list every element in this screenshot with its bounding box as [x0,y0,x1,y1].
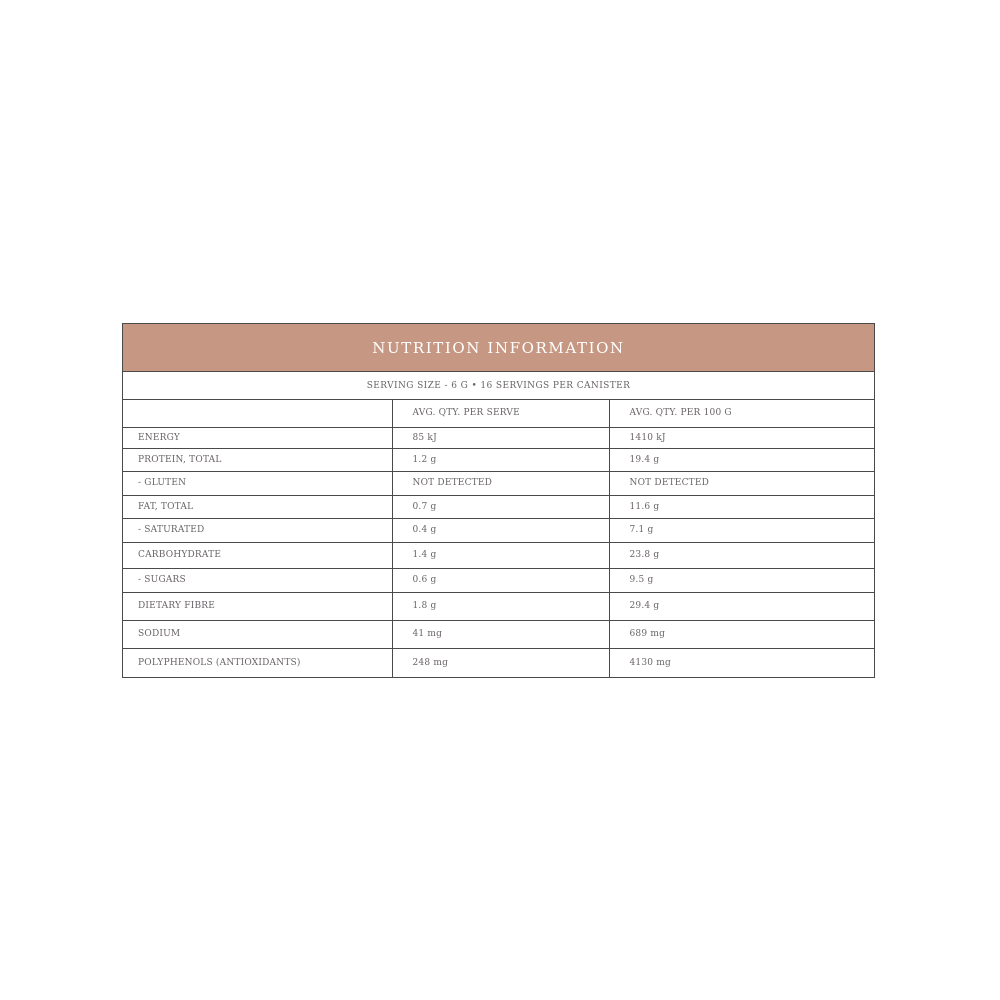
per-100g-value: 9.5 g [609,568,874,592]
nutrient-label: POLYPHENOLS (ANTIOXIDANTS) [138,657,301,668]
per-100g-value: 11.6 g [609,495,874,518]
header-cell-nutrient [123,400,392,427]
header-cell-per-serve: AVG. QTY. PER SERVE [392,400,609,427]
per-serve-value: 0.4 g [392,518,609,542]
per-100g-value: 19.4 g [609,448,874,471]
table-row [123,648,874,677]
per-serve-value: 0.7 g [392,495,609,518]
nutrient-label: - SATURATED [123,518,392,542]
per-serve-value: 85 kJ [392,427,609,448]
per-100g-value: 23.8 g [609,542,874,568]
panel-title: NUTRITION INFORMATION [372,338,625,357]
per-serve-value: 0.6 g [392,568,609,592]
per-100g-value: 29.4 g [609,592,874,620]
per-100g-value: 4130 mg [609,648,874,677]
table-row [123,568,874,592]
table-row [123,518,874,542]
per-serve-value: 41 mg [392,620,609,648]
table-row [123,495,874,518]
nutrient-label: FAT, TOTAL [123,495,392,518]
table-row [123,620,874,648]
per-serve-value: 1.4 g [392,542,609,568]
serving-info-row [123,372,874,400]
per-serve-value: 248 mg [392,648,609,677]
nutrient-label: CARBOHYDRATE [123,542,392,568]
nutrition-table [123,400,874,677]
nutrient-label: ENERGY [123,427,392,448]
nutrition-panel [122,323,875,678]
nutrient-label: - SUGARS [123,568,392,592]
table-row [123,542,874,568]
table-row [123,592,874,620]
table-row [123,448,874,471]
per-serve-value: NOT DETECTED [392,471,609,495]
table-row [123,427,874,448]
per-100g-value: NOT DETECTED [609,471,874,495]
nutrient-label: - GLUTEN [123,471,392,495]
per-100g-value: 689 mg [609,620,874,648]
per-serve-value: 1.2 g [392,448,609,471]
nutrient-label: PROTEIN, TOTAL [123,448,392,471]
per-100g-value: 1410 kJ [609,427,874,448]
table-row [123,471,874,495]
nutrient-label: SODIUM [123,620,392,648]
header-cell-per-100g: AVG. QTY. PER 100 G [609,400,874,427]
serving-info: SERVING SIZE - 6 G • 16 SERVINGS PER CANISTER [366,380,631,391]
nutrient-label: DIETARY FIBRE [123,592,392,620]
panel-header [123,324,874,372]
per-100g-value: 7.1 g [609,518,874,542]
per-serve-value: 1.8 g [392,592,609,620]
table-header-row [123,400,874,427]
